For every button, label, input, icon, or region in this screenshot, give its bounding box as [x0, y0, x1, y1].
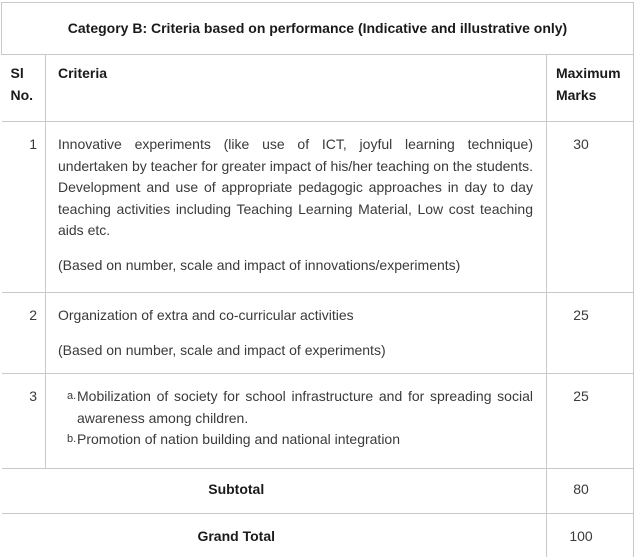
- subtotal-row: [2, 469, 634, 514]
- grand-total-row: [2, 514, 634, 557]
- subtotal-value: 80: [546, 469, 633, 514]
- row-2-criteria-paragraph-2: (Based on number, scale and impact of experiments): [58, 341, 386, 358]
- list-marker-a: a.: [67, 390, 77, 402]
- row-1-marks: 30: [546, 122, 633, 293]
- grand-total-value: 100: [546, 514, 633, 557]
- title-row: [2, 3, 634, 55]
- row-1-sl-no: 1: [2, 122, 46, 293]
- row-1-criteria-paragraph-1: Innovative experiments (like use of ICT, joyful learning technique) undertaken by teacher for greater impact of his/her teaching on the students. Development and use of appropriate pedagogic approaches in day to day teaching activities including Teaching Learning Material, Low cost teaching aids etc.: [58, 136, 533, 238]
- subtotal-label: Subtotal: [2, 469, 547, 514]
- criteria-table: [1, 2, 634, 557]
- row-2-marks: 25: [546, 293, 633, 374]
- row-3-marks: 25: [546, 374, 633, 469]
- row-2-criteria-paragraph-1: Organization of extra and co-curricular activities: [58, 307, 354, 323]
- row-3-list-item-b-text: Promotion of nation building and national integration: [77, 431, 401, 447]
- row-1-criteria-paragraph-2: (Based on number, scale and impact of innovations/experiments): [58, 256, 461, 273]
- row-2-sl-no: 2: [2, 293, 46, 374]
- row-3-sl-no: 3: [2, 374, 46, 469]
- grand-total-label: Grand Total: [2, 514, 547, 557]
- table-row-2: [2, 293, 634, 374]
- col-header-sl-no: Sl No.: [2, 55, 46, 122]
- row-3-list-item-a: [58, 386, 533, 429]
- header-row: [2, 55, 634, 122]
- table-title: Category B: Criteria based on performance (Indicative and illustrative only): [2, 3, 634, 55]
- row-3-list-item-b: [58, 429, 533, 451]
- row-1-criteria: [46, 122, 547, 293]
- col-header-maximum-marks: Maximum Marks: [546, 55, 633, 122]
- list-marker-b: b.: [67, 433, 77, 445]
- row-2-criteria: [46, 293, 547, 374]
- row-3-list-item-a-text: Mobilization of society for school infrastructure and for spreading social awareness among children.: [77, 388, 533, 426]
- table-row-3: [2, 374, 634, 469]
- row-3-criteria: [46, 374, 547, 469]
- table-row-1: [2, 122, 634, 293]
- col-header-criteria: Criteria: [46, 55, 547, 122]
